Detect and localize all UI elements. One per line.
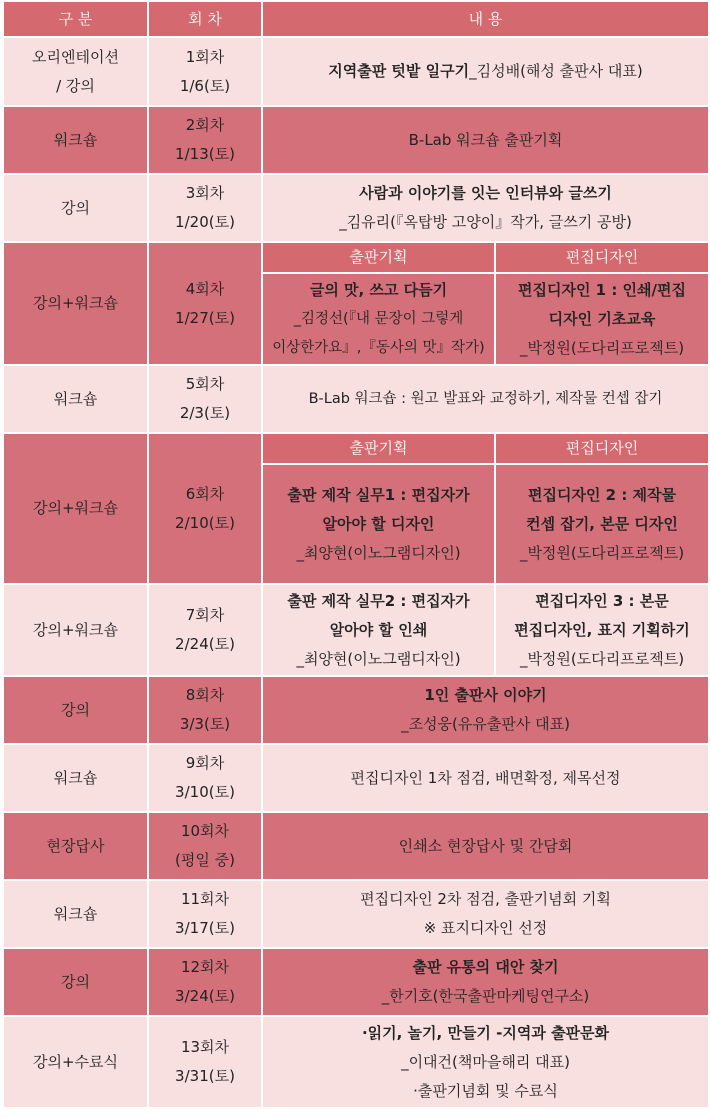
content-cell: B-Lab 워크숍 : 원고 발표와 교정하기, 제작물 컨셉 잡기	[262, 365, 709, 433]
table-row	[3, 676, 709, 744]
session-cell: 12회차 3/24(토)	[148, 948, 262, 1016]
session-cell: 8회차 3/3(토)	[148, 676, 262, 744]
table-row	[3, 37, 709, 106]
content-cell: 인쇄소 현장답사 및 간담회	[262, 812, 709, 880]
session-cell: 5회차 2/3(토)	[148, 365, 262, 433]
track-cell: 글의 맛, 쓰고 다듬기 _김정선(『내 문장이 그렇게 이상한가요』,『동사의 맛』작가)	[262, 273, 495, 365]
track-cell: 편집디자인 2 : 제작물 컨셉 잡기, 본문 디자인 _박정원(도다리프로젝트)	[495, 464, 709, 584]
category-cell: 워크숍	[3, 880, 148, 948]
session-cell: 2회차 1/13(토)	[148, 106, 262, 174]
track-title: 출판기획	[262, 242, 495, 273]
table-row	[3, 744, 709, 812]
track-cell: 편집디자인 3 : 본문 편집디자인, 표지 기획하기 _박정원(도다리프로젝트)	[495, 584, 709, 676]
table-row	[3, 365, 709, 433]
session-cell: 10회차 (평일 중)	[148, 812, 262, 880]
header-category: 구 분	[3, 1, 148, 37]
session-cell: 4회차 1/27(토)	[148, 242, 262, 365]
table-row	[3, 1016, 709, 1108]
content-cell: 사람과 이야기를 잇는 인터뷰와 글쓰기 _김유리(『옥탑방 고양이』작가, 글쓰기 공방)	[262, 174, 709, 242]
category-cell: 워크숍	[3, 365, 148, 433]
session-cell: 13회차 3/31(토)	[148, 1016, 262, 1108]
header-content: 내 용	[262, 1, 709, 37]
track-cell: 편집디자인 1 : 인쇄/편집 디자인 기초교육 _박정원(도다리프로젝트)	[495, 273, 709, 365]
track-title: 편집디자인	[495, 242, 709, 273]
content-cell: 편집디자인 1차 점검, 배면확정, 제목선정	[262, 744, 709, 812]
session-cell: 6회차 2/10(토)	[148, 433, 262, 584]
category-cell: 오리엔테이션 / 강의	[3, 37, 148, 106]
header-row	[3, 1, 709, 37]
content-cell: B-Lab 워크숍 출판기획	[262, 106, 709, 174]
table-row	[3, 948, 709, 1016]
content-cell: 지역출판 텃밭 일구기_김성배(해성 출판사 대표)	[262, 37, 709, 106]
table-row	[3, 880, 709, 948]
track-title: 편집디자인	[495, 433, 709, 464]
category-cell: 강의+워크숍	[3, 584, 148, 676]
session-cell: 3회차 1/20(토)	[148, 174, 262, 242]
session-cell: 1회차 1/6(토)	[148, 37, 262, 106]
track-cell: 출판 제작 실무1 : 편집자가 알아야 할 디자인 _최양현(이노그램디자인)	[262, 464, 495, 584]
track-title: 출판기획	[262, 433, 495, 464]
category-cell: 강의+워크숍	[3, 242, 148, 365]
program-schedule-table	[2, 0, 710, 1109]
table-row	[3, 106, 709, 174]
content-cell: ·읽기, 놀기, 만들기 -지역과 출판문화 _이대건(책마을해리 대표) ·출판기념회 및 수료식	[262, 1016, 709, 1108]
session-cell: 9회차 3/10(토)	[148, 744, 262, 812]
category-cell: 강의	[3, 948, 148, 1016]
category-cell: 워크숍	[3, 744, 148, 812]
session-cell: 7회차 2/24(토)	[148, 584, 262, 676]
table-row	[3, 812, 709, 880]
table-row	[3, 433, 709, 464]
content-cell: 1인 출판사 이야기 _조성웅(유유출판사 대표)	[262, 676, 709, 744]
content-cell: 편집디자인 2차 점검, 출판기념회 기획 ※ 표지디자인 선정	[262, 880, 709, 948]
header-session: 회 차	[148, 1, 262, 37]
category-cell: 강의+워크숍	[3, 433, 148, 584]
table-row	[3, 584, 709, 676]
category-cell: 현장답사	[3, 812, 148, 880]
session-cell: 11회차 3/17(토)	[148, 880, 262, 948]
track-cell: 출판 제작 실무2 : 편집자가 알아야 할 인쇄 _최양현(이노그램디자인)	[262, 584, 495, 676]
category-cell: 워크숍	[3, 106, 148, 174]
category-cell: 강의	[3, 676, 148, 744]
category-cell: 강의	[3, 174, 148, 242]
category-cell: 강의+수료식	[3, 1016, 148, 1108]
content-cell: 출판 유통의 대안 찾기 _한기호(한국출판마케팅연구소)	[262, 948, 709, 1016]
table-row	[3, 174, 709, 242]
table-row	[3, 242, 709, 273]
